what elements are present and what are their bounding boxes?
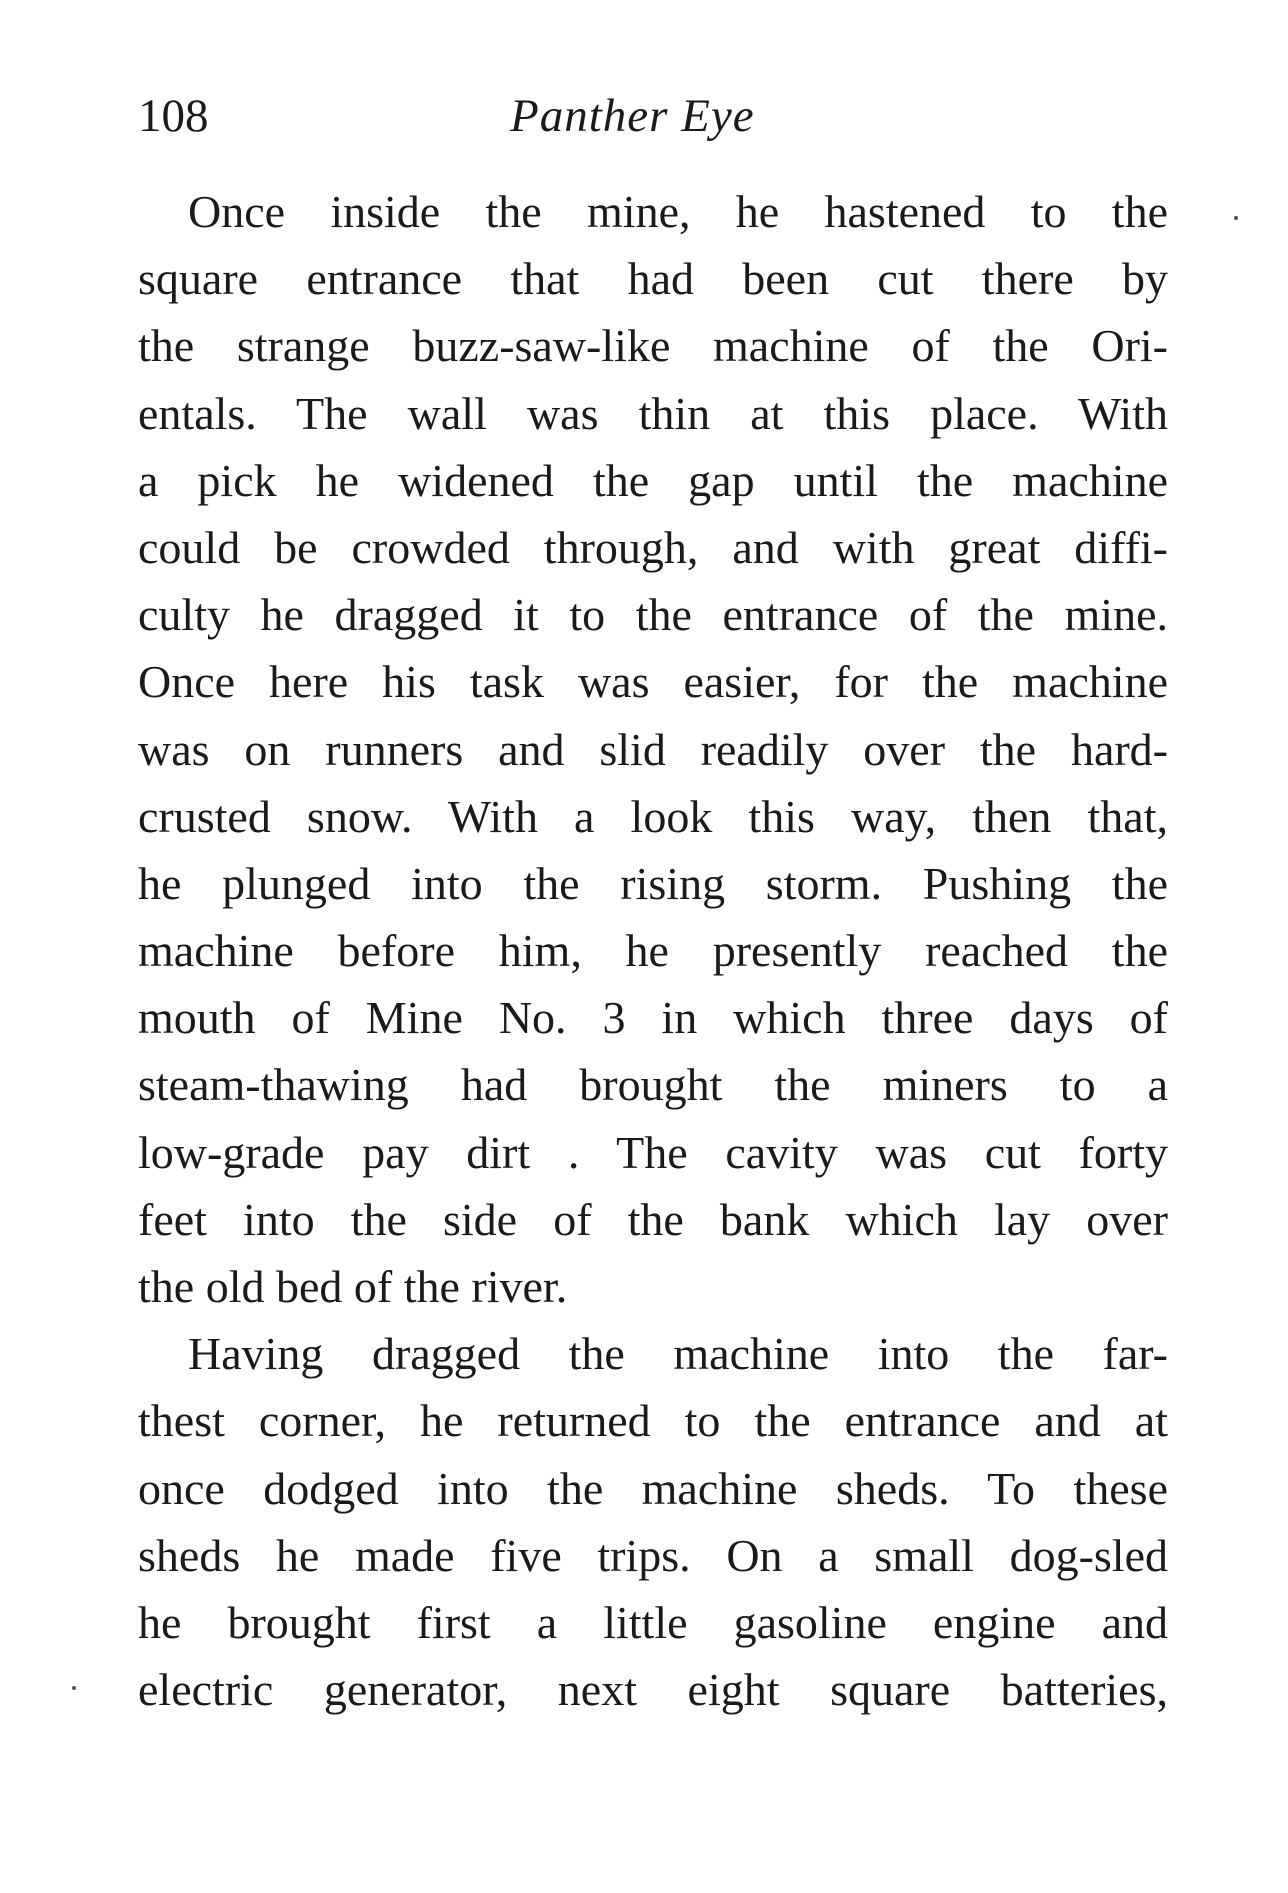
text-line: culty he dragged it to the entrance of the mine. [138,589,1168,641]
text-line: steam-thawing had brought the miners to a [138,1059,1168,1111]
text-line: the old bed of the river. [138,1261,568,1312]
body-text [138,178,1168,1723]
text-line: crusted snow. With a look this way, then that, [138,790,1168,842]
text-line: Once here his task was easier, for the machine [138,656,1168,708]
text-line: low-grade pay dirt . The cavity was cut forty [138,1126,1168,1178]
text-line: entals. The wall was thin at this place. With [138,387,1168,439]
text-line: thest corner, he returned to the entrance and at [138,1395,1168,1447]
text-line: machine before him, he presently reached the [138,925,1168,977]
text-line: he plunged into the rising storm. Pushing the [138,857,1168,909]
text-line: Having dragged the machine into the far- [188,1328,1168,1380]
running-head: Panther Eye [510,90,755,142]
text-line: the strange buzz-saw-like machine of the Ori- [138,320,1168,372]
print-speck [72,1686,76,1690]
page-number: 108 [138,90,209,142]
text-line: feet into the side of the bank which lay over [138,1193,1168,1245]
paragraph [138,1320,1168,1723]
print-speck [1234,216,1238,220]
text-line: he brought first a little gasoline engine and [138,1596,1168,1648]
text-line: Once inside the mine, he hastened to the [188,186,1168,237]
text-line: mouth of Mine No. 3 in which three days of [138,992,1168,1044]
text-line: square entrance that had been cut there by [138,253,1168,305]
text-line: sheds he made five trips. On a small dog-sled [138,1529,1168,1581]
text-line: once dodged into the machine sheds. To these [138,1462,1168,1514]
page-header [138,86,1168,146]
text-line: was on runners and slid readily over the hard- [138,723,1168,775]
text-line: electric generator, next eight square batteries, [138,1664,1168,1716]
text-line: could be crowded through, and with great diffi- [138,521,1168,573]
text-line: a pick he widened the gap until the machine [138,454,1168,506]
paragraph [138,178,1168,1320]
